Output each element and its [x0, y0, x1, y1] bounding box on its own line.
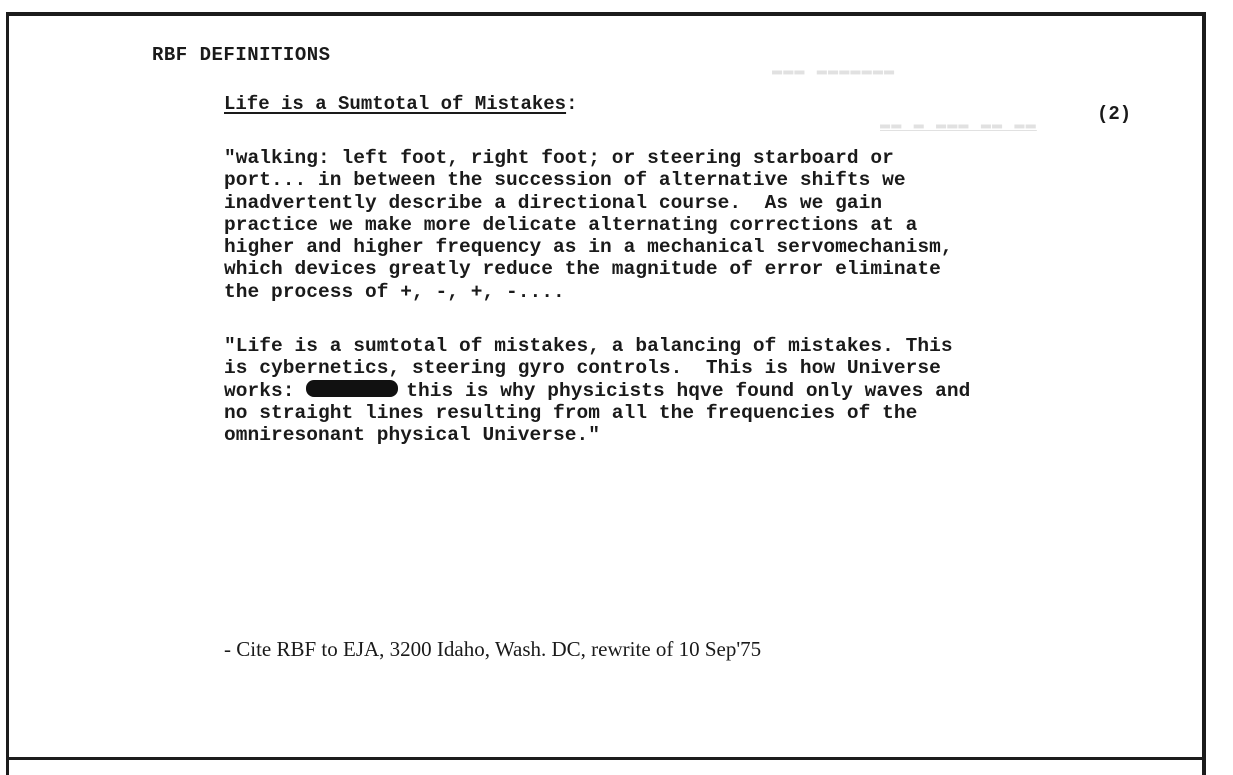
paragraph-line: port... in between the succession of alternative shifts we [224, 169, 906, 192]
page-number: (2) [1097, 103, 1132, 125]
entry-title-colon: : [566, 93, 578, 115]
paragraph-line-with-redaction [224, 380, 970, 402]
redaction-mark [306, 380, 398, 397]
paragraph-line: omniresonant physical Universe." [224, 424, 601, 447]
entry-title-text: Life is a Sumtotal of Mistakes [224, 93, 567, 115]
line-prefix: works: [224, 379, 307, 402]
paragraph-line: inadvertently describe a directional course. As we gain [224, 191, 883, 214]
entry-title [224, 93, 577, 115]
paragraph-line: is cybernetics, steering gyro controls. This is how Universe [224, 357, 941, 380]
show-through-text: ▬▬ ▬ ▬▬▬ ▬▬ ▬▬ [880, 116, 1037, 135]
show-through-text: ▬▬▬ ▬▬▬▬▬▬▬ [772, 62, 896, 81]
quote-paragraph-2 [224, 335, 970, 446]
paragraph-line: which devices greatly reduce the magnitude of error eliminate [224, 258, 941, 281]
bottom-divider [6, 757, 1206, 760]
paragraph-line: "walking: left foot, right foot; or steering starboard or [224, 147, 894, 169]
paragraph-line: no straight lines resulting from all the frequencies of the [224, 401, 918, 424]
quote-paragraph-1 [224, 147, 953, 303]
paragraph-line: the process of +, -, +, -.... [224, 280, 565, 303]
citation-line: - Cite RBF to EJA, 3200 Idaho, Wash. DC, rewrite of 10 Sep'75 [224, 637, 762, 661]
paragraph-line: higher and higher frequency as in a mechanical servomechanism, [224, 236, 953, 259]
document-heading: RBF DEFINITIONS [152, 44, 331, 66]
paragraph-line: "Life is a sumtotal of mistakes, a balancing of mistakes. This [224, 335, 953, 357]
line-suffix: this is why physicists hqve found only waves and [406, 379, 971, 402]
paragraph-line: practice we make more delicate alternating corrections at a [224, 213, 918, 236]
